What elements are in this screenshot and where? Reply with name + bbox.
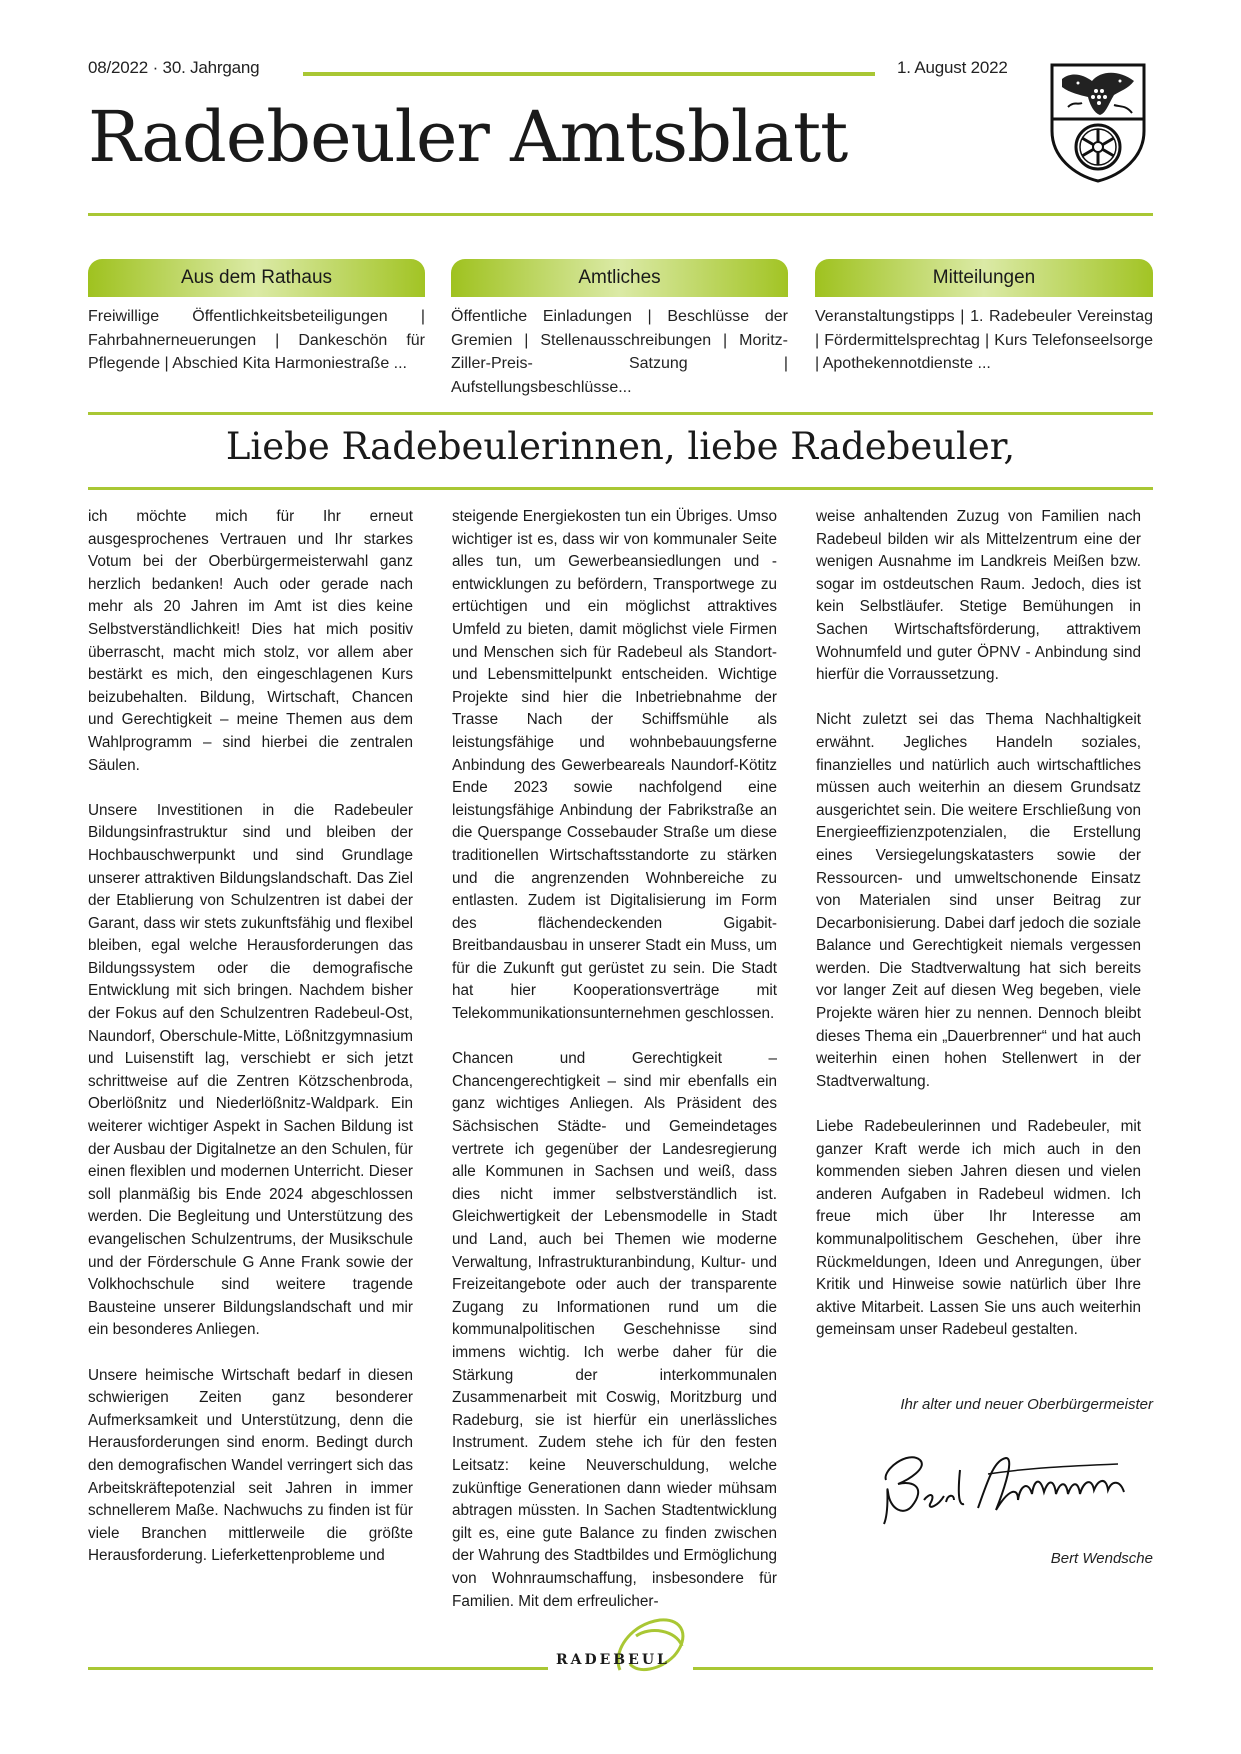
section-summary: Veranstaltungstipps | 1. Radebeuler Vereinstag | Fördermittelsprechtag | Kurs Telefonseelsorge | Apothekennotdienste ...: [815, 308, 1153, 372]
logo-text: RADEBEUL: [556, 1652, 670, 1668]
paragraph: weise anhaltenden Zuzug von Familien nach Radebeul bilden wir als Mittelzentrum eine der wenigen Ausnahme im Landkreis Meißen bzw. sogar im ostdeutschen Raum. Jedoch, dies ist kein Selbstläufer. Stetige Bemühungen in Sachen Wirtschaftsförderung, attraktivem Wohnumfeld und guter ÖPNV - Anbindung sind hierfür die Vorraussetzung.: [816, 508, 1141, 684]
signature-name: Bert Wendsche: [1050, 1550, 1153, 1567]
greeting-rule-bottom: [88, 487, 1153, 490]
tab-label: Mitteilungen: [932, 267, 1036, 288]
section-amtliches[interactable]: [451, 259, 788, 399]
masthead-title: Radebeuler Amtsblatt: [88, 96, 848, 178]
radebeul-logo: [550, 1612, 692, 1682]
issue-label: 08/2022 · 30. Jahrgang: [88, 58, 260, 77]
paragraph: Unsere Investitionen in die Radebeuler Bildungsinfrastruktur sind und bleiben der Hochbauschwerpunkt und sind Grundlage unserer attraktiven Bildungslandschaft. Das Ziel der Etablierung von Schulzentren ist dabei der Garant, dass wir stets zukunftsfähig und flexibel bleiben, egal welche Herausforderungen das Bildungssystem oder die demografische Entwicklung mit sich bringen. Nachdem bisher der Fokus auf den Schulzentren Radebeul-Ost, Naundorf, Oberschule-Mitte, Lößnitzgymnasium und Luisenstift lag, verschiebt er sich jetzt schrittweise auf die Zentren Kötzschenbroda, Oberlößnitz und Niederlößnitz-Waldpark. Ein weiterer wichtiger Aspekt in Sachen Bildung ist der Ausbau der Digitalnetze an den Schulen, für einen flexiblen und modernen Unterricht. Dieser soll planmäßig bis Ende 2024 abgeschlossen werden. Die Begleitung und Unterstützung des evangelischen Schulzentrums, der Musikschule und der Förderschule G Anne Frank sowie der Volkhochschule sind weitere tragende Bausteine unserer Bildungslandschaft und mir ein besonderes Anliegen.: [88, 801, 413, 1339]
section-mitteilungen[interactable]: [815, 259, 1153, 376]
letter-column-2: [452, 506, 777, 1613]
tab-aus-dem-rathaus[interactable]: [88, 259, 425, 297]
greeting-rule-top: [88, 412, 1153, 415]
header-rule-top: [303, 72, 875, 76]
letter-column-1: [88, 506, 413, 1568]
paragraph: Nicht zuletzt sei das Thema Nachhaltigkeit erwähnt. Jegliches Handeln soziales, finanzielles und natürlich auch wirtschaftliches müssen auch weiterhin an diesem Grundsatz ausgerichtet sein. Die weitere Erschließung von Energieeffizienzpotenzialen, die Erstellung eines Versiegelungskatasters sowie der Ressourcen- und umweltschonende Einsatz von Materialen sind unser Beitrag zur Decarbonisierung. Dabei darf jedoch die soziale Balance und Gerechtigkeit niemals vergessen werden. Die Stadtverwaltung hat sich bereits vor langer Zeit auf diesen Weg begeben, viele Projekte wären hier zu nennen. Dennoch bleibt dieses Thema ein „Dauerbrenner“ und hat auch weiterhin einen hohen Stellenwert in der Stadtverwaltung.: [816, 711, 1141, 1090]
paragraph: ich möchte mich für Ihr erneut ausgesprochenes Vertrauen und Ihr starkes Votum bei der Oberbürgermeisterwahl ganz herzlich bedanken! Auch oder gerade nach mehr als 20 Jahren im Amt ist dies keine Selbstverständlichkeit! Dies hat mich positiv überrascht, macht mich stolz, vor allem aber bestärkt es mich, den eingeschlagenen Kurs beizubehalten. Bildung, Wirtschaft, Chancen und Gerechtigkeit – meine Themen aus dem Wahlprogramm – sind hierbei die zentralen Säulen.: [88, 508, 413, 774]
footer-rule-left: [88, 1667, 548, 1670]
tab-label: Amtliches: [578, 267, 661, 288]
paragraph: Unsere heimische Wirtschaft bedarf in diesen schwierigen Zeiten ganz besonderer Aufmerksamkeit und Unterstützung, denn die Herausforderungen sind enorm. Bedingt durch den demografischen Wandel verringert sich das Arbeitskräftepotenzial seit Jahren in immer schnellerem Maße. Nachwuchs zu finden ist für viele Branchen mittlerweile die größte Herausforderung. Lieferkettenprobleme und: [88, 1366, 413, 1565]
signature-image: [868, 1440, 1148, 1530]
tab-amtliches[interactable]: [451, 259, 788, 297]
paragraph: steigende Energiekosten tun ein Übriges. Umso wichtiger ist es, dass wir von kommunaler Seite alles tun, um Gewerbeansiedlungen und -entwicklungen zu befördern, Transportwege zu ertüchtigen und ein möglichst attraktives Umfeld zu bieten, damit möglichst viele Firmen und Menschen sich für Radebeul als Standort- und Lebensmittelpunkt entscheiden. Wichtige Projekte sind hier die Inbetriebnahme der Trasse Nach der Schiffsmühle als leistungsfähige und wohnbebauungsferne Anbindung des Gewerbeareals Naundorf-Kötitz Ende 2023 sowie nachfolgend eine leistungsfähige Anbindung der Fabrikstraße an die Querspange Cossebauder Straße um diese traditionellen Wirtschaftsstandorte zu stärken und die angrenzenden Wohnbereiche zu entlasten. Zudem ist Digitalisierung im Form des flächendeckenden Gigabit-Breitbandausbau in unserer Stadt ein Muss, um für die Zukunft gut gerüstet zu sein. Die Stadt hat hier Kooperationsverträge mit Telekommunikationsunternehmen geschlossen.: [452, 508, 777, 1023]
section-summary: Freiwillige Öffentlichkeitsbeteiligungen | Fahrbahnerneuerungen | Dankeschön für Pflegende | Abschied Kita Harmoniestraße ...: [88, 308, 425, 372]
issue-date: 1. August 2022: [897, 58, 1008, 77]
masthead-rule: [88, 213, 1153, 216]
tab-label: Aus dem Rathaus: [180, 267, 333, 288]
coat-of-arms-icon: [1048, 61, 1148, 183]
tab-mitteilungen[interactable]: [815, 259, 1153, 297]
paragraph: Liebe Radebeulerinnen und Radebeuler, mit ganzer Kraft werde ich mich auch in den kommenden sieben Jahren diesen und vielen anderen Aufgaben in Radebeul widmen. Ich freue mich über Ihr Interesse am kommunalpolitischem Geschehen, über ihre Rückmeldungen, Ideen und Anregungen, über Kritik und Hinweise sowie natürlich über Ihre aktive Mitarbeit. Lassen Sie uns auch weiterhin gemeinsam unser Radebeul gestalten.: [816, 1118, 1141, 1339]
letter-column-3: [816, 506, 1141, 1342]
section-summary: Öffentliche Einladungen | Beschlüsse der Gremien | Stellenausschreibungen | Moritz-Ziller-Preis- Satzung | Aufstellungsbeschlüsse...: [451, 308, 788, 396]
section-aus-dem-rathaus[interactable]: [88, 259, 425, 376]
paragraph: Chancen und Gerechtigkeit – Chancengerechtigkeit – sind mir ebenfalls ein ganz wichtiges Anliegen. Als Präsident des Sächsischen Städte- und Gemeindetages vertrete ich gegenüber der Landesregierung alle Kommunen in Sachsen und weiß, dass dies nicht immer selbstverständlich ist. Gleichwertigkeit der Lebensmodelle in Stadt und Land, auch bei Themen wie moderne Verwaltung, Infrastrukturanbindung, Kultur- und Freizeitangebote oder auch der transparente Zugang zu Informationen rund um die kommunalpolitischen Geschehnisse sind immens wichtig. Ich werbe daher für die Stärkung der interkommunalen Zusammenarbeit mit Coswig, Moritzburg und Radeburg, sie ist hierfür ein unerlässliches Instrument. Zudem stehe ich für den festen Leitsatz: keine Neuverschuldung, welche zukünftige Generationen dann wieder mühsam abtragen müssten. In Sachen Stadtentwicklung gilt es, eine gute Balance zu finden zwischen der Wahrung des Stadtbildes und Ermöglichung von Wohnraumschaffung, insbesondere für Familien. Mit dem erfreulicher-: [452, 1050, 777, 1610]
logo-swirl-icon: [550, 1612, 692, 1682]
footer-rule-right: [693, 1667, 1153, 1670]
letter-greeting: Liebe Radebeulerinnen, liebe Radebeuler,: [225, 425, 1016, 468]
letter-closing: Ihr alter und neuer Oberbürgermeister: [900, 1396, 1153, 1413]
